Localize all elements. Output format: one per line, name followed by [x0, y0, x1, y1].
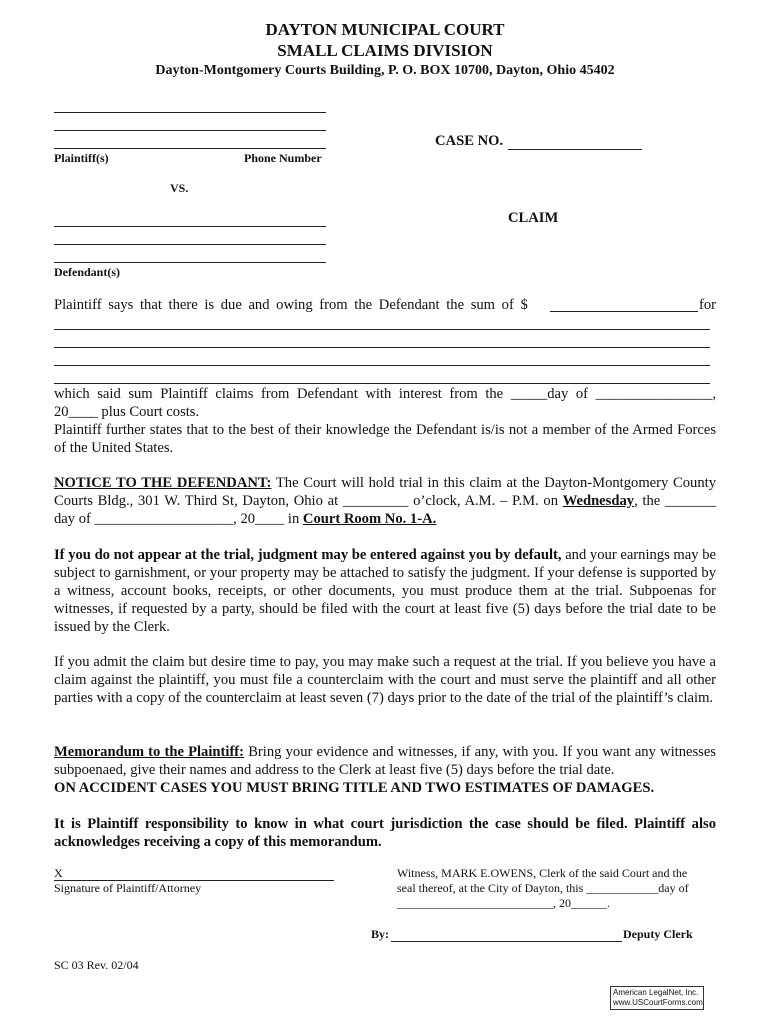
- phone-number-label: Phone Number: [244, 151, 322, 165]
- trial-day: Wednesday: [562, 493, 635, 509]
- claim-title: CLAIM: [508, 210, 559, 226]
- memorandum-heading: Memorandum to the Plaintiff:: [54, 744, 245, 760]
- notice-text-2: , the _______ day of ___________________, 20____ in: [54, 493, 716, 527]
- claim-description-line-1[interactable]: [54, 329, 710, 330]
- claim-sum-text: Plaintiff says that there is due and owing from the Defendant the sum of $: [54, 297, 528, 313]
- court-address: Dayton-Montgomery Courts Building, P. O. BOX 10700, Dayton, Ohio 45402: [155, 63, 615, 78]
- notice-heading: NOTICE TO THE DEFENDANT:: [54, 475, 272, 491]
- form-number: SC 03 Rev. 02/04: [54, 958, 139, 972]
- clerk-signature-line[interactable]: [391, 941, 622, 942]
- memorandum-paragraph: [54, 743, 716, 779]
- deputy-clerk-label: Deputy Clerk: [623, 927, 693, 941]
- publisher-url: www.USCourtForms.com: [613, 998, 703, 1007]
- court-costs-line: 20____ plus Court costs.: [54, 404, 200, 420]
- publisher-name: American LegalNet, Inc.: [613, 988, 699, 997]
- publisher-stamp: [610, 986, 704, 1010]
- case-no-label: CASE NO.: [435, 133, 504, 149]
- division-title: SMALL CLAIMS DIVISION: [277, 41, 493, 60]
- signature-x-mark: X: [54, 866, 63, 880]
- memorandum-text: Bring your evidence and witnesses, if any, with you. If you want any witnesses subpoenaed, give their names and address to the Clerk at least five (5) days before the trial date.: [54, 744, 716, 778]
- defendant-line-3[interactable]: [54, 262, 326, 263]
- witness-line-2: seal thereof, at the City of Dayton, this ____________day of: [397, 881, 689, 895]
- default-warning-bold: If you do not appear at the trial, judgment may be entered against you by default,: [54, 547, 562, 563]
- jurisdiction-paragraph: It is Plaintiff responsibility to know in what court jurisdiction the case should be filed. Plaintiff also acknowledges receiving a copy of this memorandum.: [54, 816, 716, 850]
- default-warning-paragraph: [54, 546, 716, 636]
- claim-description-line-3[interactable]: [54, 365, 710, 366]
- by-label: By:: [371, 927, 389, 941]
- plaintiff-label: Plaintiff(s): [54, 151, 109, 165]
- plaintiff-line-3[interactable]: [54, 148, 326, 149]
- claim-sum-for: for: [699, 297, 717, 313]
- claim-description-line-4[interactable]: [54, 383, 710, 384]
- admit-claim-paragraph: If you admit the claim but desire time to pay, you may make such a request at the trial. If you believe you have a claim against the plaintiff, you must file a counterclaim with the court and must serve the plaintiff and all other parties with a copy of the counterclaim at least seven (7) days prior to the date of the trial of the plaintiff’s claim.: [54, 654, 716, 706]
- plaintiff-line-2[interactable]: [54, 130, 326, 131]
- interest-line: which said sum Plaintiff claims from Defendant with interest from the _____day of ________________,: [54, 386, 716, 402]
- signature-label: Signature of Plaintiff/Attorney: [54, 881, 202, 895]
- defendant-line-2[interactable]: [54, 244, 326, 245]
- claim-amount-field[interactable]: [550, 311, 698, 312]
- notice-paragraph: [54, 474, 716, 528]
- accident-notice: ON ACCIDENT CASES YOU MUST BRING TITLE AND TWO ESTIMATES OF DAMAGES.: [54, 780, 655, 796]
- military-status-text: Plaintiff further states that to the best of their knowledge the Defendant is/is not a member of the Armed Forces of the United States.: [54, 422, 716, 456]
- plaintiff-line-1[interactable]: [54, 112, 326, 113]
- defendant-line-1[interactable]: [54, 226, 326, 227]
- court-room: Court Room No. 1-A.: [302, 511, 437, 527]
- case-no-field[interactable]: [508, 149, 642, 150]
- claim-description-line-2[interactable]: [54, 347, 710, 348]
- versus-label: VS.: [170, 181, 189, 195]
- court-title: DAYTON MUNICIPAL COURT: [265, 20, 505, 39]
- defendant-label: Defendant(s): [54, 265, 120, 279]
- notice-text-1: The Court will hold trial in this claim at the Dayton-Montgomery County Courts Bldg., 301 W. Third St, Dayton, Ohio at _________ o’clock, A.M. – P.M. on: [54, 475, 716, 509]
- witness-line-1: Witness, MARK E.OWENS, Clerk of the said Court and the: [397, 866, 688, 880]
- default-warning-text: and your earnings may be subject to garnishment, or your property may be attached to satisfy the judgment. If your defense is supported by a witness, account books, receipts, or other documents, you must produce them at the trial. Subpoenas for witnesses, if requested by a party, should be filed with the court at least five (5) days before the trial date to be issued by the Clerk.: [54, 547, 716, 635]
- witness-line-3: __________________________, 20______.: [397, 896, 610, 910]
